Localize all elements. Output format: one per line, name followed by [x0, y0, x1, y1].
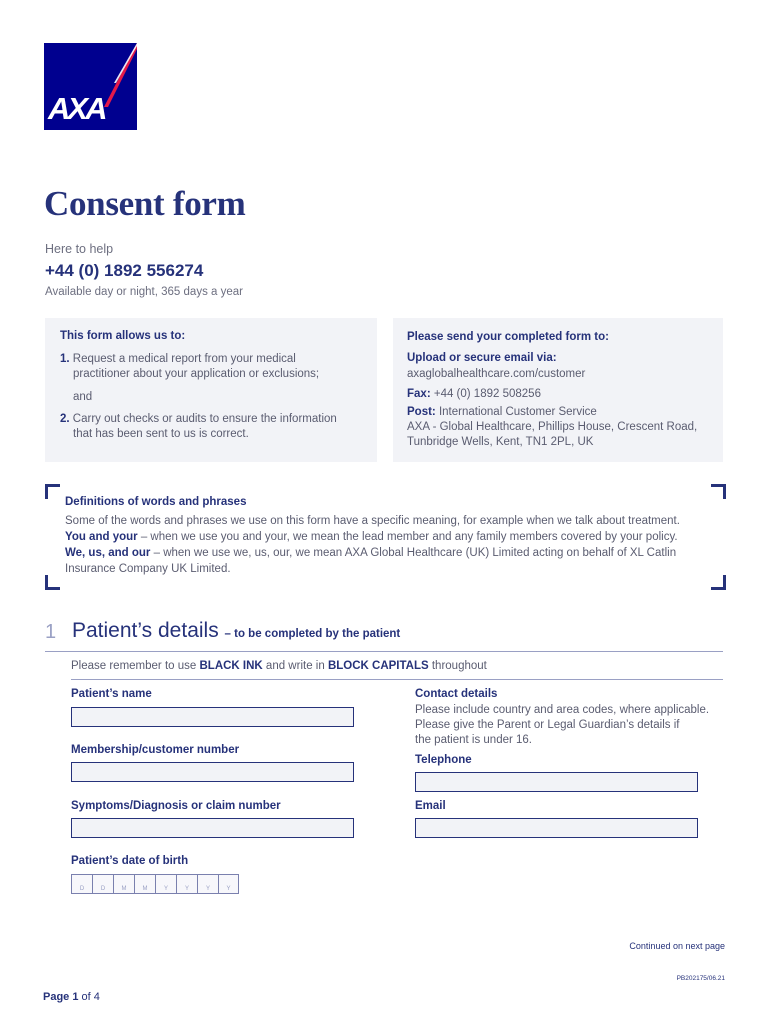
form-purpose-box — [45, 318, 377, 462]
post-label: Post: — [407, 406, 436, 418]
send-form-heading: Please send your completed form to: — [407, 331, 609, 343]
contact-line-1: Please include country and area codes, where applicable. — [415, 704, 710, 716]
contact-details-label: Contact details — [415, 688, 498, 700]
purpose-item-2-line1: Carry out checks or audits to ensure the information — [72, 413, 337, 425]
purpose-item-2-line2: that has been sent to us is correct. — [73, 428, 249, 440]
section-title — [72, 619, 400, 643]
dob-cell[interactable]: D — [71, 874, 92, 894]
section-subtitle: – to be completed by the patient — [224, 628, 401, 640]
bracket-bottom-left — [45, 575, 60, 590]
dob-cell[interactable]: M — [134, 874, 155, 894]
dob-cell[interactable]: Y — [155, 874, 176, 894]
post-address — [407, 405, 717, 450]
continued-note: Continued on next page — [629, 941, 725, 951]
fax-number: +44 (0) 1892 508256 — [433, 388, 541, 400]
section-divider — [45, 651, 723, 652]
form-purpose-heading: This form allows us to: — [60, 330, 186, 342]
page-total: of 4 — [81, 991, 100, 1003]
page-indicator — [43, 991, 100, 1003]
dob-cell[interactable]: D — [92, 874, 113, 894]
definition-we-term: We, us, and our — [65, 547, 151, 559]
definitions-heading: Definitions of words and phrases — [65, 496, 247, 508]
page-word: Page — [43, 991, 70, 1003]
post-line-2: AXA - Global Healthcare, Phillips House, Crescent Road, — [407, 421, 698, 433]
patient-name-label: Patient’s name — [71, 688, 152, 700]
contact-instructions — [415, 703, 709, 748]
dob-cell[interactable]: Y — [176, 874, 197, 894]
post-line-3: Tunbridge Wells, Kent, TN1 2PL, UK — [407, 436, 594, 448]
upload-label: Upload or secure email via: — [407, 352, 557, 364]
logo-white-stripe — [114, 43, 137, 83]
symptoms-label: Symptoms/Diagnosis or claim number — [71, 800, 281, 812]
ink-instruction — [71, 660, 487, 672]
dob-cell[interactable]: M — [113, 874, 134, 894]
definition-we-text-1: – when we use we, us, our, we mean AXA Global Healthcare (UK) Limited acting on behalf of XL Catlin — [150, 547, 677, 559]
telephone-input[interactable] — [415, 772, 698, 792]
page-number: 1 — [72, 991, 79, 1003]
dob-cell[interactable]: Y — [197, 874, 218, 894]
membership-input[interactable] — [71, 762, 354, 782]
ink-block: BLOCK CAPITALS — [327, 660, 429, 672]
definitions-intro: Some of the words and phrases we use on this form have a specific meaning, for example when we talk about treatment. — [65, 515, 680, 527]
ink-text-2: and write in — [262, 660, 328, 672]
contact-line-3: the patient is under 16. — [415, 734, 532, 746]
instruction-divider — [71, 679, 723, 680]
help-label: Here to help — [45, 242, 114, 256]
ink-black: BLACK INK — [199, 660, 263, 672]
section-title-text: Patient’s details — [72, 619, 219, 642]
definition-you-text: – when we use you and your, we mean the lead member and any family members covered by your policy. — [137, 531, 678, 543]
bracket-top-left — [45, 484, 60, 499]
dob-cell[interactable]: Y — [218, 874, 239, 894]
ink-text-3: throughout — [428, 660, 487, 672]
help-availability: Available day or night, 365 days a year — [45, 286, 243, 298]
fax-line — [407, 387, 541, 402]
definitions-body — [65, 513, 715, 577]
contact-line-2: Please give the Parent or Legal Guardian’s details if — [415, 719, 680, 731]
purpose-item-2 — [60, 412, 337, 442]
email-input[interactable] — [415, 818, 698, 838]
definition-you-term: You and your — [65, 531, 138, 543]
bracket-top-right — [711, 484, 726, 499]
post-line-1: International Customer Service — [438, 406, 597, 418]
fax-label: Fax: — [407, 388, 431, 400]
dob-label: Patient’s date of birth — [71, 855, 189, 867]
bracket-bottom-right — [711, 575, 726, 590]
purpose-item-1-line1: Request a medical report from your medical — [72, 353, 296, 365]
purpose-item-2-number: 2. — [60, 413, 70, 425]
purpose-and: and — [73, 391, 93, 403]
page-title: Consent form — [44, 184, 246, 223]
ink-text-1: Please remember to use — [71, 660, 200, 672]
purpose-item-1 — [60, 352, 319, 382]
definition-we-text-2: Insurance Company UK Limited. — [65, 563, 231, 575]
patient-name-input[interactable] — [71, 707, 354, 727]
purpose-item-1-number: 1. — [60, 353, 70, 365]
logo-text: AXA — [48, 91, 105, 126]
email-label: Email — [415, 800, 446, 812]
upload-link[interactable]: axaglobalhealthcare.com/customer — [407, 368, 586, 380]
form-reference: PB202175/06.21 — [676, 975, 725, 982]
purpose-item-1-line2: practitioner about your application or exclusions; — [73, 368, 320, 380]
dob-input[interactable] — [71, 874, 241, 894]
axa-logo — [44, 43, 137, 130]
help-phone[interactable]: +44 (0) 1892 556274 — [45, 261, 204, 280]
membership-label: Membership/customer number — [71, 744, 240, 756]
telephone-label: Telephone — [415, 754, 472, 766]
section-number: 1 — [45, 621, 57, 643]
symptoms-input[interactable] — [71, 818, 354, 838]
send-form-box — [393, 318, 723, 462]
